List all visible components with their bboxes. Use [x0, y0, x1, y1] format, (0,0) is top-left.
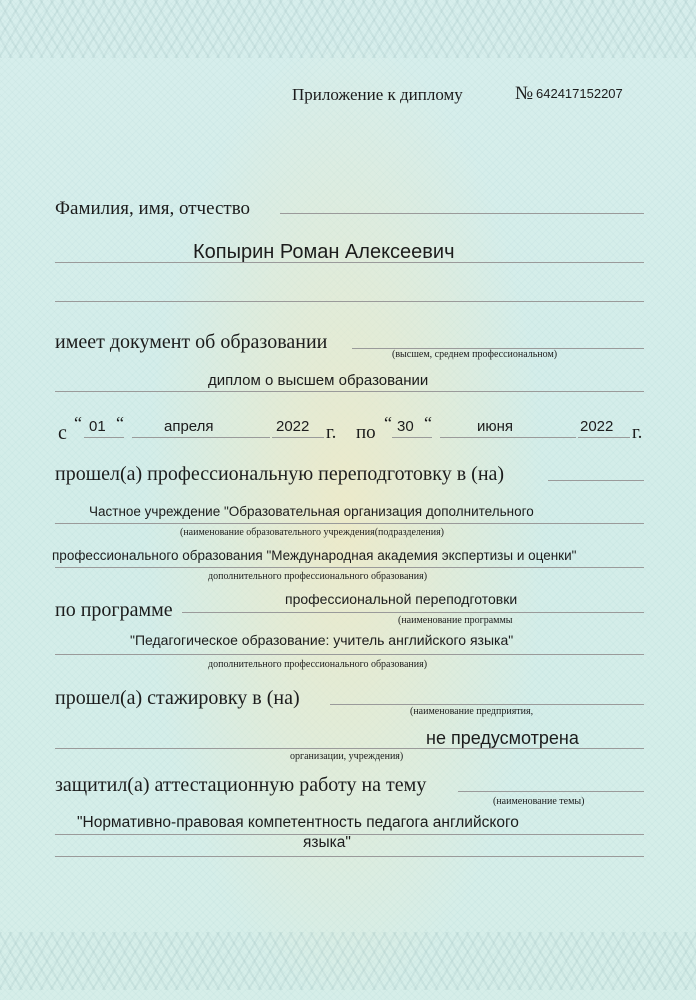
quote-mark: “ [424, 413, 432, 433]
education-hint: (высшем, среднем профессиональном) [392, 349, 558, 360]
program-hint-1: (наименование программы [398, 615, 513, 626]
fio-rule-2 [55, 262, 644, 263]
internship-label: прошел(а) стажировку в (на) [55, 687, 300, 709]
internship-value: не предусмотрена [426, 728, 579, 748]
bottom-guilloche-band [0, 932, 696, 990]
quote-mark: “ [384, 413, 392, 433]
program-label: по программе [55, 599, 173, 621]
retraining-hint-1: (наименование образовательного учреждения(подразделения) [180, 527, 444, 538]
diploma-number: 642417152207 [536, 86, 623, 101]
thesis-value-2: языка" [303, 834, 351, 851]
period-to-prefix: по [356, 422, 376, 443]
period-to-year: 2022 [580, 418, 614, 435]
from-year-rule [272, 437, 324, 438]
thesis-rule-1 [458, 791, 644, 792]
fio-rule-1 [280, 213, 644, 214]
internship-hint-2: организации, учреждения) [290, 751, 404, 762]
education-rule-2 [55, 391, 644, 392]
retraining-org-line-1: Частное учреждение "Образовательная организация дополнительного [89, 504, 534, 519]
from-day-rule [84, 437, 124, 438]
number-sign: № [515, 83, 534, 104]
internship-rule-2 [55, 748, 644, 749]
top-guilloche-band [0, 0, 696, 58]
year-suffix: г. [632, 422, 643, 443]
from-month-rule [132, 437, 270, 438]
period-to-month: июня [477, 418, 514, 435]
to-day-rule [392, 437, 432, 438]
program-value-1: профессиональной переподготовки [285, 591, 518, 607]
to-month-rule [440, 437, 576, 438]
program-value-2: "Педагогическое образование: учитель английского языка" [130, 632, 514, 648]
thesis-label: защитил(а) аттестационную работу на тему [55, 774, 427, 796]
program-rule-2 [55, 654, 644, 655]
thesis-rule-3 [55, 856, 644, 857]
quote-mark: “ [74, 413, 82, 433]
internship-hint-1: (наименование предприятия, [410, 706, 534, 717]
fio-value: Копырин Роман Алексеевич [193, 241, 455, 263]
period-from-month: апреля [164, 418, 214, 435]
retraining-hint-2: дополнительного профессионального образования) [208, 571, 428, 582]
fio-label: Фамилия, имя, отчество [55, 198, 251, 219]
retraining-org-line-2: профессионального образования "Международная академия экспертизы и оценки" [52, 548, 577, 563]
year-suffix: г. [326, 422, 337, 443]
period-from-prefix: с [58, 422, 67, 444]
retraining-rule-3 [55, 567, 644, 568]
period-from-day: 01 [89, 418, 106, 435]
retraining-rule-1 [548, 480, 644, 481]
program-hint-2: дополнительного профессионального образования) [208, 659, 428, 670]
period-to-day: 30 [397, 418, 414, 435]
education-label: имеет документ об образовании [55, 331, 328, 353]
document-title: Приложение к диплому [292, 85, 463, 104]
thesis-value-1: "Нормативно-правовая компетентность педагога английского [77, 814, 519, 831]
period-from-year: 2022 [276, 418, 310, 435]
retraining-label: прошел(а) профессиональную переподготовку в (на) [55, 463, 505, 485]
to-year-rule [578, 437, 630, 438]
thesis-hint: (наименование темы) [493, 796, 585, 807]
fio-rule-3 [55, 301, 644, 302]
retraining-rule-2 [55, 523, 644, 524]
internship-rule-1 [330, 704, 644, 705]
quote-mark: “ [116, 413, 124, 433]
program-rule-1 [182, 612, 644, 613]
education-value: диплом о высшем образовании [208, 372, 429, 389]
